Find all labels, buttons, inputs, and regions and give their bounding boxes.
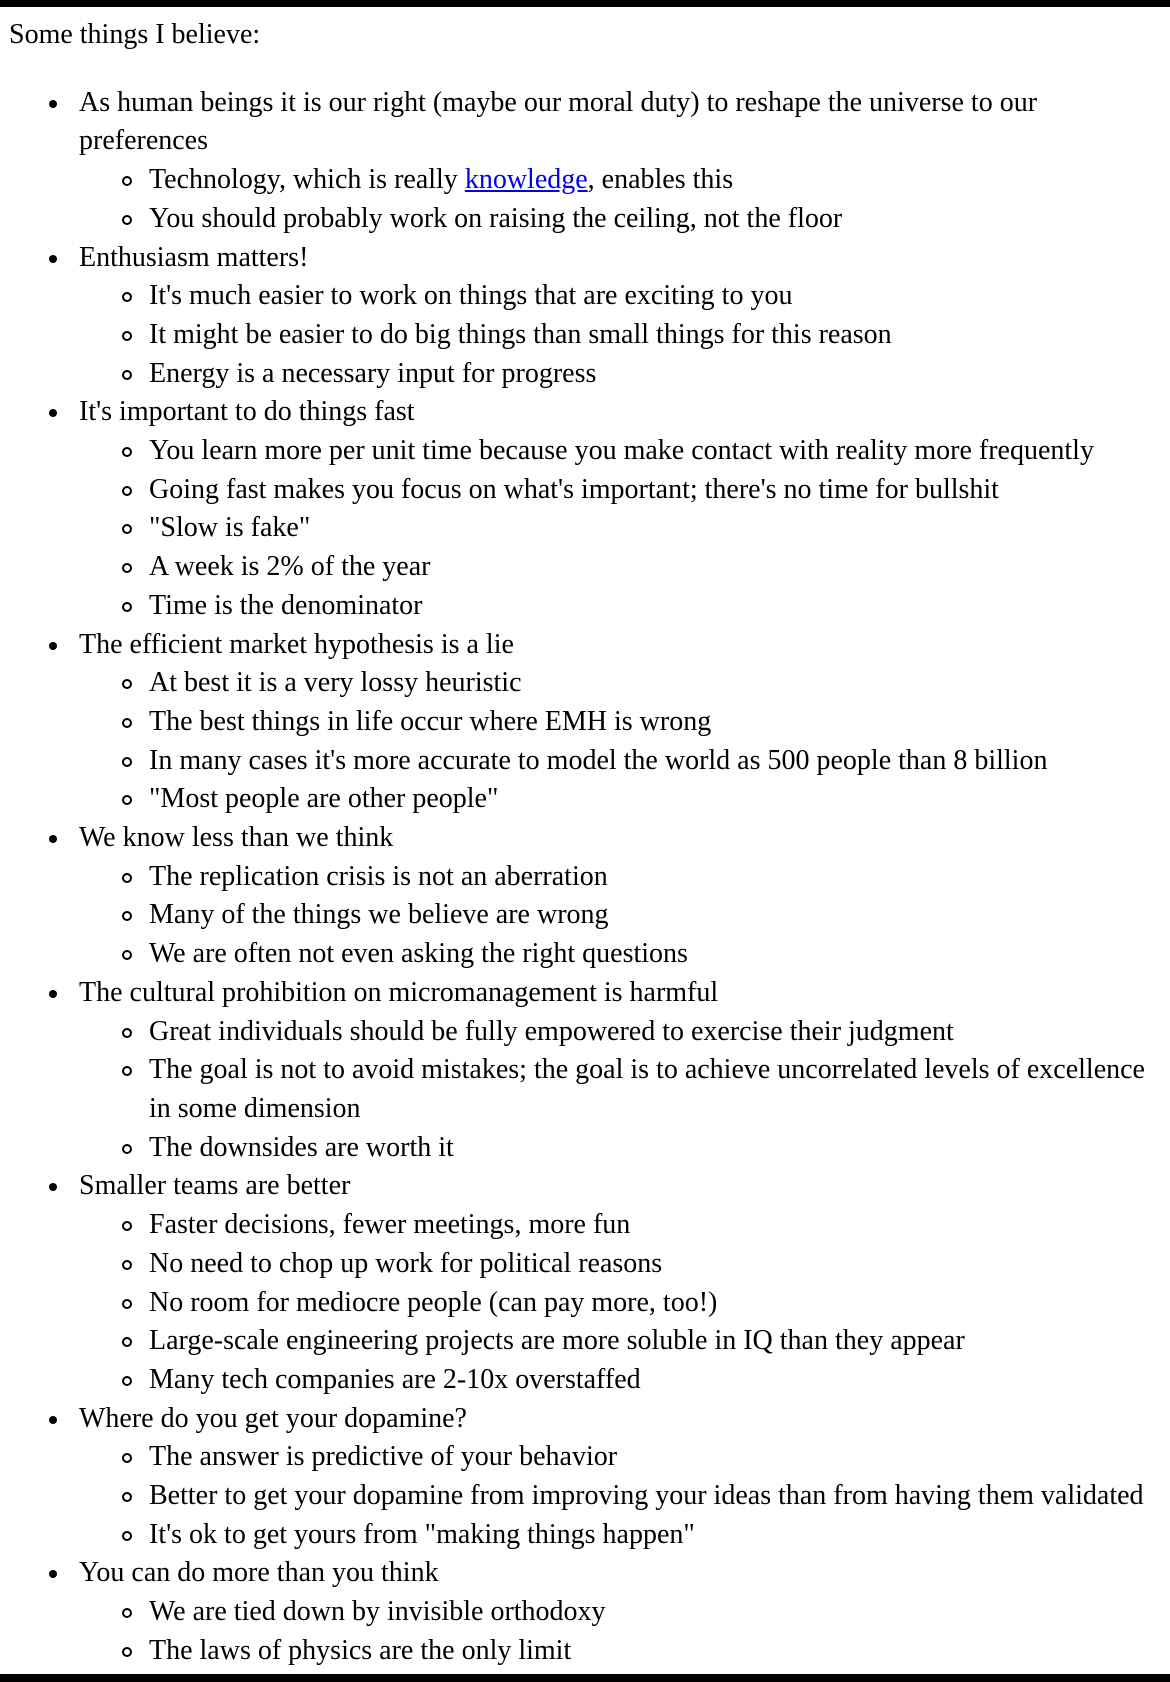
sub-item-text: No room for mediocre people (can pay more, too!) [149,1286,718,1318]
belief-item [9,974,1167,1168]
circle-bullet-icon [122,524,132,534]
circle-bullet-icon [122,1608,132,1618]
sub-item [79,742,1167,781]
sub-item-text: A week is 2% of the year [149,551,431,583]
sub-item [79,1322,1167,1361]
belief-text: It's important to do things fast [79,396,415,428]
sub-item-text: Many tech companies are 2-10x overstaffed [149,1363,641,1395]
sub-item [79,780,1167,819]
sub-item [79,1051,1167,1128]
sub-item [79,1593,1167,1632]
disc-bullet-icon [49,1183,57,1191]
sub-list [79,161,1167,238]
sub-item-text: Going fast makes you focus on what's important; there's no time for bullshit [149,473,999,505]
circle-bullet-icon [122,1066,132,1076]
disc-bullet-icon [49,1570,57,1578]
intro-heading: Some things I believe: [9,19,261,50]
top-border [0,0,1170,7]
sub-item-text: "Slow is fake" [149,512,311,544]
circle-bullet-icon [122,176,132,186]
circle-bullet-icon [122,215,132,225]
knowledge-link[interactable]: knowledge [464,164,588,196]
sub-item [79,1361,1167,1400]
belief-text: Where do you get your dopamine? [79,1402,467,1434]
sub-item [79,161,1167,200]
sub-list [79,277,1167,393]
belief-item [9,239,1167,394]
sub-item [79,1206,1167,1245]
circle-bullet-icon [122,1028,132,1038]
sub-item-text: Great individuals should be fully empowered to exercise their judgment [149,1015,954,1047]
sub-item-text: Faster decisions, fewer meetings, more fun [149,1209,631,1241]
belief-item [9,393,1167,625]
sub-item-text: It's much easier to work on things that are exciting to you [149,280,793,312]
circle-bullet-icon [122,1376,132,1386]
disc-bullet-icon [49,835,57,843]
disc-bullet-icon [49,1416,57,1424]
sub-item-text: "Most people are other people" [149,783,499,815]
belief-item [9,1554,1167,1670]
sub-item-text: Better to get your dopamine from improving your ideas than from having them validated [149,1480,1144,1512]
sub-item [79,355,1167,394]
sub-item-text: Large-scale engineering projects are more soluble in IQ than they appear [149,1325,965,1357]
sub-item [79,1477,1167,1516]
circle-bullet-icon [122,602,132,612]
circle-bullet-icon [122,486,132,496]
circle-bullet-icon [122,1221,132,1231]
sub-item-text: The answer is predictive of your behavior [149,1441,618,1473]
circle-bullet-icon [122,679,132,689]
sub-list [79,1438,1167,1554]
sub-item-text: It's ok to get yours from "making things happen" [149,1518,695,1550]
belief-text: Enthusiasm matters! [79,241,309,273]
sub-item [79,1632,1167,1671]
sub-item [79,664,1167,703]
beliefs-document [9,16,1167,1671]
sub-list [79,858,1167,974]
sub-item [79,316,1167,355]
sub-item [79,1284,1167,1323]
sub-item [79,1516,1167,1555]
sub-list [79,664,1167,819]
sub-item-text: The replication crisis is not an aberration [149,860,608,892]
belief-text: As human beings it is our right (maybe our moral duty) to reshape the universe to our preferences [79,86,1038,157]
circle-bullet-icon [122,1144,132,1154]
sub-item [79,587,1167,626]
circle-bullet-icon [122,331,132,341]
circle-bullet-icon [122,1260,132,1270]
sub-item [79,432,1167,471]
circle-bullet-icon [122,1299,132,1309]
circle-bullet-icon [122,950,132,960]
belief-item [9,1400,1167,1555]
circle-bullet-icon [122,911,132,921]
sub-item-text: At best it is a very lossy heuristic [149,667,522,699]
belief-text: The cultural prohibition on micromanagement is harmful [79,976,719,1008]
sub-item-text: We are tied down by invisible orthodoxy [149,1596,606,1628]
disc-bullet-icon [49,990,57,998]
circle-bullet-icon [122,757,132,767]
sub-item-text: No need to chop up work for political reasons [149,1247,663,1279]
sub-item [79,471,1167,510]
sub-item [79,858,1167,897]
sub-list [79,432,1167,626]
circle-bullet-icon [122,1647,132,1657]
sub-item [79,200,1167,239]
sub-item-text: You learn more per unit time because you make contact with reality more frequently [149,435,1094,467]
sub-item [79,1438,1167,1477]
disc-bullet-icon [49,409,57,417]
sub-item-text: It might be easier to do big things than small things for this reason [149,318,892,350]
belief-item [9,819,1167,974]
circle-bullet-icon [122,718,132,728]
belief-text: We know less than we think [79,822,394,854]
belief-text: The efficient market hypothesis is a lie [79,628,514,660]
sub-item [79,896,1167,935]
sub-list [79,1206,1167,1400]
circle-bullet-icon [122,1453,132,1463]
sub-item-text: You should probably work on raising the ceiling, not the floor [149,202,843,234]
sub-item-text: The best things in life occur where EMH is wrong [149,705,712,737]
circle-bullet-icon [122,563,132,573]
sub-item-text: Many of the things we believe are wrong [149,899,609,931]
circle-bullet-icon [122,292,132,302]
sub-item-text: In many cases it's more accurate to model the world as 500 people than 8 billion [149,744,1048,776]
sub-item-text: We are often not even asking the right questions [149,938,688,970]
sub-item-text: The goal is not to avoid mistakes; the goal is to achieve uncorrelated levels of excellence in some dimension [149,1054,1145,1124]
belief-text: You can do more than you think [79,1557,439,1589]
sub-item-text-before: Technology, which is really [149,164,465,196]
sub-item [79,277,1167,316]
sub-item [79,1013,1167,1052]
circle-bullet-icon [122,1531,132,1541]
belief-text: Smaller teams are better [79,1170,351,1202]
sub-item-text: The laws of physics are the only limit [149,1634,572,1666]
disc-bullet-icon [49,642,57,650]
circle-bullet-icon [122,370,132,380]
disc-bullet-icon [49,100,57,108]
sub-list [79,1013,1167,1168]
circle-bullet-icon [122,795,132,805]
sub-item [79,1245,1167,1284]
sub-item [79,548,1167,587]
sub-item-text-after: , enables this [587,164,734,196]
disc-bullet-icon [49,255,57,263]
sub-item [79,509,1167,548]
belief-item [9,1167,1167,1399]
sub-item-text: Time is the denominator [149,589,423,621]
circle-bullet-icon [122,1337,132,1347]
circle-bullet-icon [122,1492,132,1502]
circle-bullet-icon [122,873,132,883]
sub-list [79,1593,1167,1670]
circle-bullet-icon [122,447,132,457]
sub-item [79,1129,1167,1168]
bottom-border [0,1674,1170,1682]
sub-item-text: The downsides are worth it [149,1131,454,1163]
sub-item-text: Energy is a necessary input for progress [149,357,597,389]
belief-item [9,626,1167,820]
sub-item [79,935,1167,974]
belief-item [9,84,1167,239]
belief-list [9,84,1167,1671]
sub-item [79,703,1167,742]
